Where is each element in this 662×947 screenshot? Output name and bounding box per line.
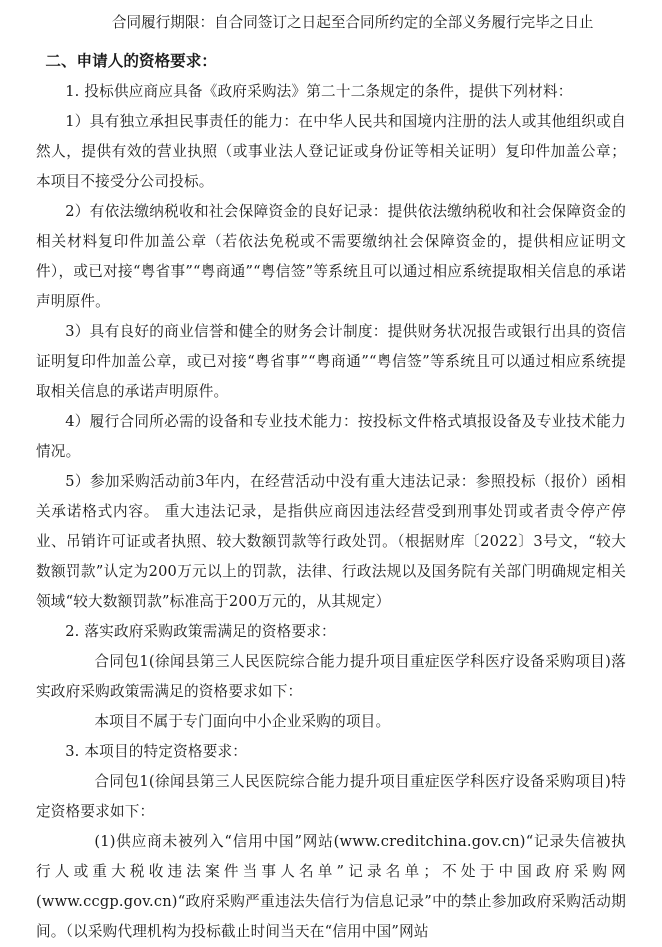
spacer [36, 38, 626, 45]
paragraph-item-3-1: (1)供应商未被列入“信用中国”网站(www.creditchina.gov.cn)“记录失信被执行人或重大税收违法案件当事人名单”记录名单；不处于中国政府采购网(www.ccgp.gov.cn)“政府采购严重违法失信行为信息记录”中的禁止参加政府采购活动期间。（以采购代理机构为投标截止时间当天在“信用中国”网站 [36, 833, 626, 940]
section-heading-qualification: 二、申请人的资格要求： [45, 51, 217, 70]
paragraph-item-1-5: 5）参加采购活动前3年内，在经营活动中没有重大违法记录：参照投标（报价）函相关承诺格式内容。 重大违法记录，是指供应商因违法经营受到刑事处罚或者责令停产停业、吊销许可证或者执照、较大数额罚款等行政处罚。（根据财库〔2022〕3号文，“较大数额罚款”认定为200万元以上的罚款，法律、行政法规以及国务院有关部门明确规定相关领域“较大数额罚款”标准高于200万元的，从其规定） [36, 473, 626, 610]
paragraph-item-2: 2. 落实政府采购政策需满足的资格要求： [65, 623, 336, 640]
paragraph-contract-period: 合同履行期限：自合同签订之日起至合同所约定的全部义务履行完毕之日止 [111, 14, 594, 31]
paragraph-item-3: 3. 本项目的特定资格要求： [65, 743, 248, 760]
paragraph-item-1-2: 2）有依法缴纳税收和社会保障资金的良好记录：提供依法缴纳税收和社会保障资金的相关材料复印件加盖公章（若依法免税或不需要缴纳社会保障资金的，提供相应证明文件），或已对接“粤省事”“粤商通”“粤信签”等系统且可以通过相应系统提取相关信息的承诺声明原件。 [36, 203, 626, 310]
paragraph-item-2-body: 合同包1(徐闻县第三人民医院综合能力提升项目重症医学科医疗设备采购项目)落实政府采购政策需满足的资格要求如下： [36, 653, 626, 700]
paragraph-item-1: 1. 投标供应商应具备《政府采购法》第二十二条规定的条件，提供下列材料： [65, 83, 573, 100]
paragraph-item-1-4: 4）履行合同所必需的设备和专业技术能力：按投标文件格式填报设备及专业技术能力情况。 [36, 413, 626, 460]
paragraph-item-2-note: 本项目不属于专门面向中小企业采购的项目。 [94, 713, 391, 730]
paragraph-item-1-3: 3）具有良好的商业信誉和健全的财务会计制度：提供财务状况报告或银行出具的资信证明复印件加盖公章，或已对接“粤省事”“粤商通”“粤信签”等系统且可以通过相应系统提取相关信息的承诺声明原件。 [36, 323, 626, 400]
paragraph-item-1-1: 1）具有独立承担民事责任的能力：在中华人民共和国境内注册的法人或其他组织或自然人，提供有效的营业执照（或事业法人登记证或身份证等相关证明）复印件加盖公章；本项目不接受分公司投标。 [36, 113, 626, 190]
paragraph-item-3-body: 合同包1(徐闻县第三人民医院综合能力提升项目重症医学科医疗设备采购项目)特定资格要求如下： [36, 773, 626, 820]
